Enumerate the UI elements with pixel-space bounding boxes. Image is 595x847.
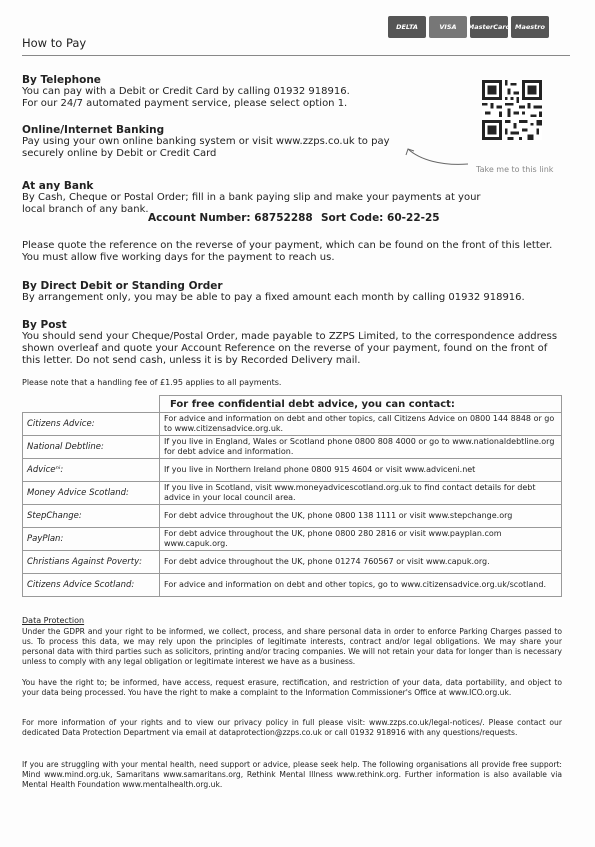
data-protection-paragraph-1: Under the GDPR and your right to be informed, we collect, process, and share personal data in order to enforce Parking Charges passed to us. To process this data, we may rely upon the principles of legitimate interests, contract and/or legal obligations. We may share your personal data with third parties such as solicitors, printing and/or tracing companies. We will not retain your data for longer than is necessary unless to comply with any legal obligation or legitimate interest we have as a business. bbox=[22, 627, 562, 666]
online-line-1: Pay using your own online banking system or visit www.zzps.co.uk to pay bbox=[22, 136, 390, 147]
table-row bbox=[23, 551, 562, 574]
bank-line-1: By Cash, Cheque or Postal Order; fill in a bank paying slip and make your payments at your bbox=[22, 192, 481, 203]
direct-debit-line-1: By arrangement only, you may be able to pay a fixed amount each month by calling 01932 918916. bbox=[22, 292, 525, 303]
post-heading: By Post bbox=[22, 319, 67, 331]
org-name: Adviceⁿⁱ: bbox=[23, 459, 160, 482]
org-details: If you live in Northern Ireland phone 0800 915 4604 or visit www.adviceni.net bbox=[160, 459, 562, 482]
qr-code-icon[interactable] bbox=[482, 80, 542, 140]
debt-advice-header: For free confidential debt advice, you can contact: bbox=[160, 396, 562, 413]
data-protection-paragraph-3: For more information of your rights and to view our privacy policy in full please visit: www.zzps.co.uk/legal-notices/. Please contact our dedicated Data Protection Department via email at dataprotection@zzps.co.uk or call 01932 918916 with any questions/requests. bbox=[22, 718, 562, 737]
org-name: National Debtline: bbox=[23, 436, 160, 459]
reference-line-2: You must allow five working days for the payment to reach us. bbox=[22, 252, 335, 263]
handling-fee-note: Please note that a handling fee of £1.95 applies to all payments. bbox=[22, 378, 282, 387]
online-heading: Online/Internet Banking bbox=[22, 124, 165, 136]
table-row bbox=[23, 436, 562, 459]
org-name: PayPlan: bbox=[23, 528, 160, 551]
org-details: For advice and information on debt and other topics, go to www.citizensadvice.org.uk/scotland. bbox=[160, 574, 562, 597]
table-row bbox=[23, 413, 562, 436]
org-name: Citizens Advice: bbox=[23, 413, 160, 436]
org-name: Citizens Advice Scotland: bbox=[23, 574, 160, 597]
mental-health-paragraph: If you are struggling with your mental health, need support or advice, please seek help. The following organisations all provide free support: Mind www.mind.org.uk, Samaritans www.samaritans.org, Rethink Mental Illness www.rethink.org. Further information is also available via Mental Health Foundation www.mentalhealth.org.uk. bbox=[22, 760, 562, 789]
table-row bbox=[23, 528, 562, 551]
reference-line-1: Please quote the reference on the reverse of your payment, which can be found on the front of this letter. bbox=[22, 240, 553, 251]
bank-line-2: local branch of any bank. bbox=[22, 204, 149, 215]
org-name: StepChange: bbox=[23, 505, 160, 528]
org-details: For debt advice throughout the UK, phone 0800 138 1111 or visit www.stepchange.org bbox=[160, 505, 562, 528]
post-line-3: this letter. Do not send cash, unless it is by Recorded Delivery mail. bbox=[22, 355, 361, 366]
bank-heading: At any Bank bbox=[22, 180, 94, 192]
table-row bbox=[23, 482, 562, 505]
table-row bbox=[23, 574, 562, 597]
org-details: For debt advice throughout the UK, phone 01274 760567 or visit www.capuk.org. bbox=[160, 551, 562, 574]
qr-caption: Take me to this link bbox=[476, 165, 554, 174]
table-row bbox=[23, 459, 562, 482]
sort-code: Sort Code: 60-22-25 bbox=[321, 212, 440, 224]
post-line-2: shown overleaf and quote your Account Reference on the reverse of your payment, found on the front of bbox=[22, 343, 548, 354]
org-details: If you live in Scotland, visit www.moneyadvicescotland.org.uk to find contact details for debt advice in your local council area. bbox=[160, 482, 562, 505]
data-protection-heading: Data Protection bbox=[22, 616, 85, 625]
delta-card-logo: DELTA bbox=[388, 16, 426, 38]
org-name: Money Advice Scotland: bbox=[23, 482, 160, 505]
data-protection-paragraph-2: You have the right to; be informed, have access, request erasure, rectification, and restriction of your data, data portability, and object to your data being processed. You have the right to make a complaint to the Information Commissioner's Office at www.ICO.org.uk. bbox=[22, 678, 562, 697]
debt-advice-table bbox=[22, 395, 562, 597]
table-row bbox=[23, 505, 562, 528]
org-details: For advice and information on debt and other topics, call Citizens Advice on 0800 144 8848 or go to www.citizensadvice.org.uk. bbox=[160, 413, 562, 436]
org-name: Christians Against Poverty: bbox=[23, 551, 160, 574]
visa-card-logo: VISA bbox=[429, 16, 467, 38]
curved-arrow-icon bbox=[402, 146, 472, 168]
title-divider bbox=[22, 55, 570, 56]
maestro-card-logo: Maestro bbox=[511, 16, 549, 38]
account-number: Account Number: 68752288 bbox=[148, 212, 313, 224]
org-details: For debt advice throughout the UK, phone 0800 280 2816 or visit www.payplan.com www.capuk.org. bbox=[160, 528, 562, 551]
card-logos bbox=[388, 16, 549, 38]
page-title: How to Pay bbox=[22, 36, 87, 50]
telephone-heading: By Telephone bbox=[22, 74, 101, 86]
post-line-1: You should send your Cheque/Postal Order, made payable to ZZPS Limited, to the correspondence address bbox=[22, 331, 558, 342]
mastercard-card-logo: MasterCard bbox=[470, 16, 508, 38]
online-line-2: securely online by Debit or Credit Card bbox=[22, 148, 217, 159]
direct-debit-heading: By Direct Debit or Standing Order bbox=[22, 280, 223, 292]
org-details: If you live in England, Wales or Scotland phone 0800 808 4000 or go to www.nationaldebtline.org for debt advice and information. bbox=[160, 436, 562, 459]
telephone-line-2: For our 24/7 automated payment service, please select option 1. bbox=[22, 98, 348, 109]
telephone-line-1: You can pay with a Debit or Credit Card by calling 01932 918916. bbox=[22, 86, 350, 97]
